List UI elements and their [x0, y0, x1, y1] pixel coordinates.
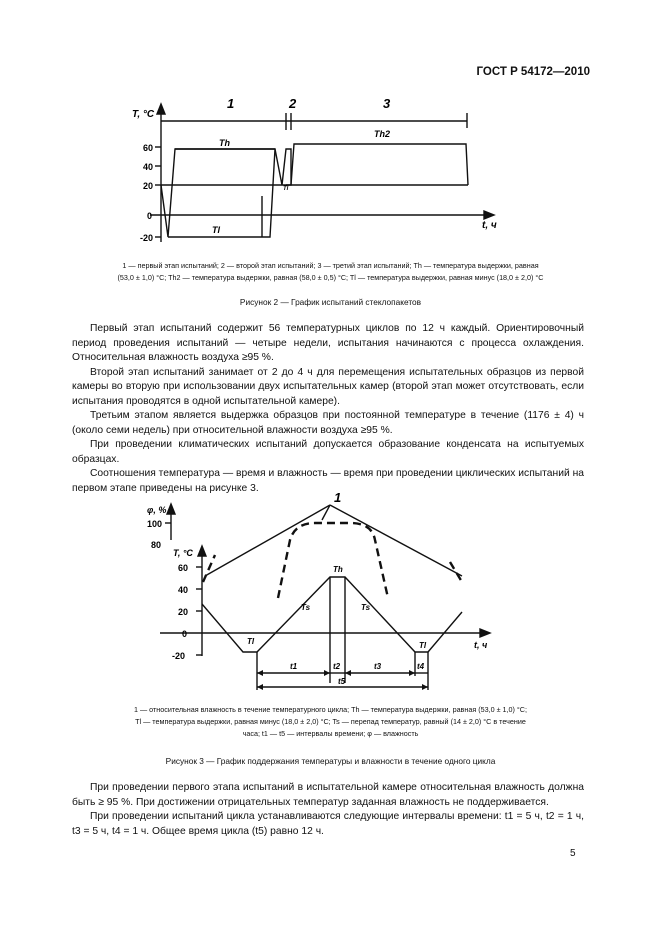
figure-2-test-schedule	[0, 0, 661, 260]
fig2-stage-3: 3	[383, 96, 391, 111]
fig3-tl-label-2: Tl	[419, 641, 427, 650]
fig3-t2-label: t2	[333, 662, 341, 671]
fig2-stage3-curve	[291, 144, 468, 185]
fig2-caption: Рисунок 2 — График испытаний стеклопакетов	[239, 297, 422, 307]
document-header: ГОСТ Р 54172—2010	[476, 66, 590, 78]
paragraph-stage1: Первый этап испытаний содержит 56 температурных циклов по 12 ч каждый. Ориентировочный период проведения испытаний — четыре недели, испытания начинаются с процесса охлаждения. Относительная влажность воздуха ≥95 %.	[72, 323, 584, 363]
fig3-legend-line-2: Tl — температура выдержки, равная минус (18,0 ± 2,0) °C; Ts — перепад температур, равный (14 ± 2,0) °C в течение	[135, 717, 526, 726]
fig3-t-tick-20: 20	[178, 607, 189, 617]
fig3-t-tick-40: 40	[178, 585, 189, 595]
fig3-marker-1: 1	[334, 490, 342, 505]
section-text-2	[72, 781, 584, 839]
fig2-stage1-curve	[161, 149, 275, 237]
fig2-legend-line-2: (53,0 ± 1,0) °C; Th2 — температура выдержки, равная (58,0 ± 0,5) °C; Tl — температура выдержки, равная минус (18,0 ± 2,0) °C	[117, 273, 544, 282]
fig3-ts-label-2: Ts	[361, 603, 371, 612]
section-text-1	[72, 322, 584, 496]
paragraph-intervals: При проведении испытаний цикла устанавливаются следующие интервалы времени: t1 = 5 ч, t2 = 1 ч, t3 = 5 ч, t4 = 1 ч. Общее время цикла (t5) равно 12 ч.	[72, 811, 584, 837]
fig2-y-arrow	[157, 104, 165, 114]
fig3-phi-tick-80: 80	[151, 540, 162, 550]
fig2-th-label: Th	[219, 138, 230, 148]
fig3-tl-label-1: Tl	[247, 637, 255, 646]
fig3-caption: Рисунок 3 — График поддержания температуры и влажности в течение одного цикла	[165, 756, 496, 766]
fig2-stage-2: 2	[289, 96, 297, 111]
fig3-legend	[40, 704, 621, 740]
fig3-t4-label: t4	[417, 662, 425, 671]
paragraph-condensate: При проведении климатических испытаний допускается образование конденсата на испытуемых образцах.	[72, 439, 584, 465]
page-number: 5	[570, 848, 576, 859]
figure-3-cycle	[0, 480, 661, 710]
fig2-stage-1: 1	[227, 96, 235, 111]
fig3-legend-line-3: часа; t1 — t5 — интервалы времени; φ — влажность	[242, 729, 419, 738]
fig2-x-label: t, ч	[482, 220, 497, 231]
fig3-humidity-curve	[203, 523, 462, 598]
fig2-y-label: T, °C	[132, 109, 155, 120]
fig3-phi-label: φ, %	[147, 505, 167, 515]
fig2-y-tick-minus20: -20	[140, 233, 154, 243]
fig2-y-tick-0: 0	[147, 211, 153, 221]
paragraph-ref-fig3: Соотношения температура — время и влажность — время при проведении циклических испытаний на первом этапе приведены на рисунке 3.	[72, 468, 584, 494]
fig3-th-label: Th	[333, 565, 343, 574]
fig3-t-tick-0: 0	[182, 629, 188, 639]
paragraph-stage3: Третьим этапом является выдержка образцов при постоянной температуре в течение (1176 ± 4) ч (около семи недель) при относительной влажности воздуха ≥95 %.	[72, 410, 584, 436]
fig2-y-tick-60: 60	[143, 143, 154, 153]
paragraph-stage2: Второй этап испытаний занимает от 2 до 4 ч для перемещения испытательных образцов из первой камеры во вторую при использовании двух испытательных камер (второй этап может отсутствовать, если испытания проводятся в одной испытательной камере).	[72, 366, 584, 407]
fig2-y-tick-20: 20	[143, 181, 154, 191]
fig2-tl-label: Tl	[212, 225, 220, 235]
fig2-y-tick-40: 40	[143, 162, 154, 172]
fig2-legend-line-1: 1 — первый этап испытаний; 2 — второй этап испытаний; 3 — третий этап испытаний; Th — температура выдержки, равная	[122, 261, 539, 270]
fig2-tl-small-label: Tl	[283, 186, 289, 192]
fig3-ts-label-1: Ts	[301, 603, 311, 612]
fig3-phi-tick-100: 100	[147, 519, 163, 529]
fig2-stage2-curve	[275, 149, 291, 185]
fig3-t3-label: t3	[374, 662, 382, 671]
fig3-t-tick-60: 60	[178, 563, 189, 573]
paragraph-humidity: При проведении первого этапа испытаний в испытательной камере относительная влажность должна быть ≥ 95 %. При достижении отрицательных температур заданная влажность не поддерживается.	[72, 782, 584, 808]
fig3-t-tick-minus20: -20	[172, 651, 186, 661]
fig3-legend-line-1: 1 — относительная влажность в течение температурного цикла; Th — температура выдержки, равная (53,0 ± 1,0) °C;	[133, 705, 527, 714]
fig3-t1-label: t1	[290, 662, 298, 671]
fig3-t5-label: t5	[338, 677, 346, 686]
fig2-th2-label: Th2	[374, 129, 391, 139]
fig2-legend	[40, 260, 621, 284]
fig3-t-label: T, °C	[173, 548, 193, 558]
fig3-x-label: t, ч	[474, 640, 488, 650]
fig2-x-arrow	[484, 211, 494, 219]
